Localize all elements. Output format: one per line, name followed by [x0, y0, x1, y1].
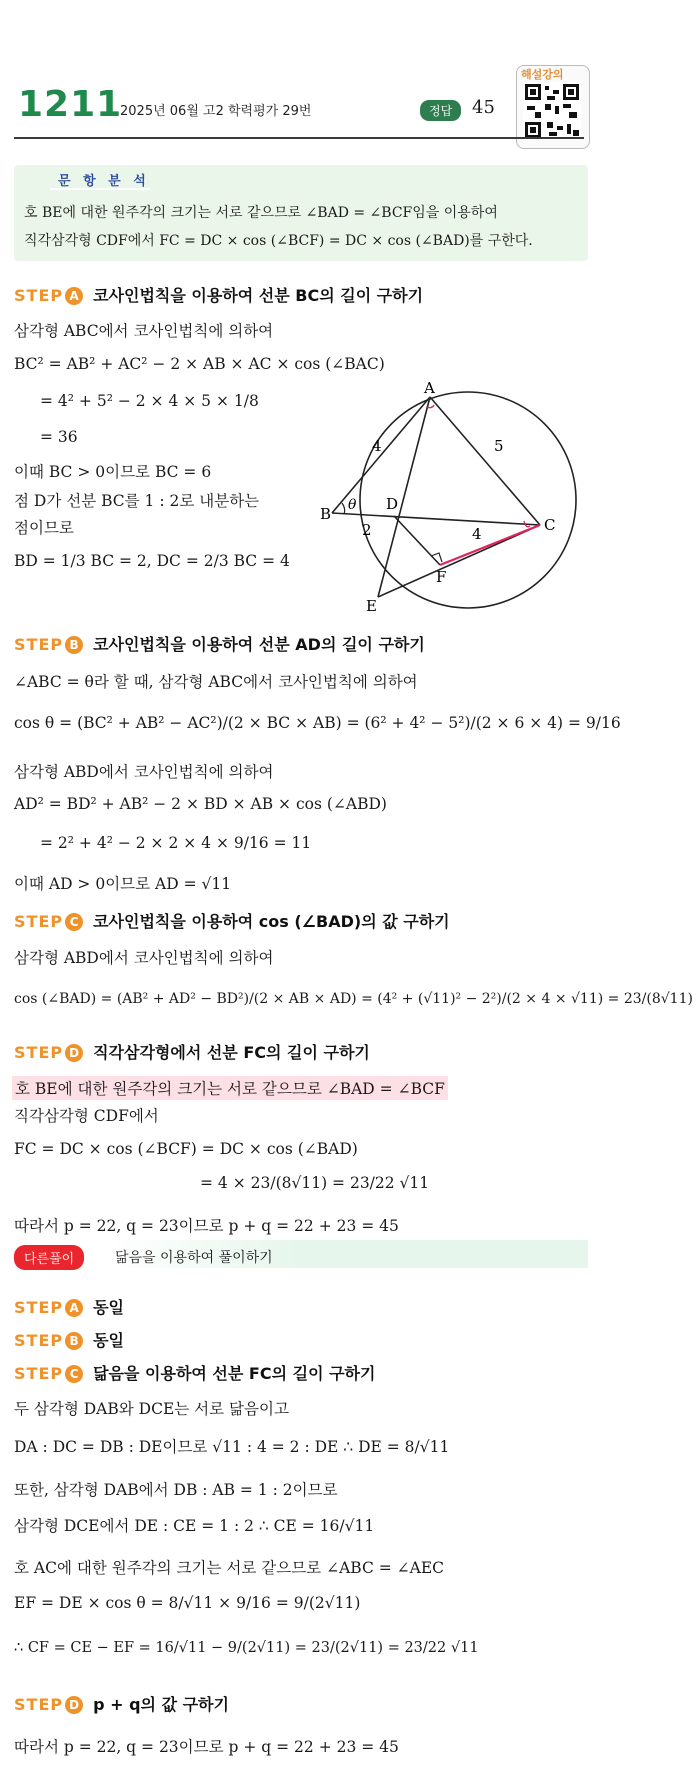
step-d-line-1: 호 BE에 대한 원주각의 크기는 서로 같으므로 ∠BAD = ∠BCF: [12, 1076, 448, 1100]
label-b: B: [320, 505, 332, 523]
qr-code-icon[interactable]: [523, 82, 581, 140]
label-theta: θ: [348, 497, 357, 513]
answer-badge: 정답: [420, 100, 461, 121]
step-word: STEP: [14, 635, 64, 654]
step-word: STEP: [14, 1331, 64, 1350]
step-c-line-1: 삼각형 ABD에서 코사인법칙에 의하여: [14, 949, 274, 967]
step-word: STEP: [14, 1695, 64, 1714]
step-a-line-4: = 36: [40, 428, 78, 446]
step-letter-badge: A: [65, 287, 83, 305]
label-e: E: [366, 597, 377, 615]
step-letter-badge: B: [65, 1332, 83, 1350]
step-a-line-5: 이때 BC > 0이므로 BC = 6: [14, 463, 212, 481]
step-word: STEP: [14, 1364, 64, 1383]
alt-step-c-header: [14, 1361, 375, 1384]
problem-number: 1211: [18, 84, 123, 125]
step-b-line-3: 삼각형 ABD에서 코사인법칙에 의하여: [14, 763, 274, 781]
alt-solution-badge: 다른풀이: [14, 1245, 84, 1270]
label-ab-length: 4: [372, 437, 382, 455]
analysis-line-1: 호 BE에 대한 원주각의 크기는 서로 같으므로 ∠BAD = ∠BCF임을 이용하여: [24, 205, 498, 221]
step-a-line-7: 점이므로: [14, 519, 74, 537]
step-letter-badge: C: [65, 1365, 83, 1383]
step-letter-badge: C: [65, 913, 83, 931]
analysis-line-2: 직각삼각형 CDF에서 FC = DC × cos (∠BCF) = DC × cos (∠BAD)를 구한다.: [24, 233, 533, 249]
step-b-line-5: = 2² + 4² − 2 × 2 × 4 × 9/16 = 11: [40, 834, 312, 852]
step-title: 코사인법칙을 이용하여 선분 BC의 길이 구하기: [93, 286, 424, 305]
problem-source: 2025년 06월 고2 학력평가 29번: [120, 104, 312, 119]
label-ac-length: 5: [494, 437, 504, 455]
step-title: 동일: [93, 1298, 125, 1317]
step-title: 닮음을 이용하여 선분 FC의 길이 구하기: [93, 1364, 376, 1383]
analysis-title: 문 항 분 석: [58, 174, 150, 189]
step-letter-badge: B: [65, 636, 83, 654]
label-c: C: [544, 516, 556, 534]
step-d-header: [14, 1040, 370, 1063]
segment-ac: [430, 397, 540, 525]
header-rule: [14, 137, 584, 139]
step-word: STEP: [14, 1298, 64, 1317]
alt-step-c-line-2: DA : DC = DB : DE이므로 √11 : 4 = 2 : DE ∴ DE = 8/√11: [14, 1438, 450, 1456]
step-b-header: [14, 632, 425, 655]
alt-step-c-line-4: 삼각형 DCE에서 DE : CE = 1 : 2 ∴ CE = 16/√11: [14, 1517, 375, 1535]
step-word: STEP: [14, 912, 64, 931]
label-d: D: [386, 495, 399, 513]
step-b-line-6: 이때 AD > 0이므로 AD = √11: [14, 875, 232, 893]
label-bd-length: 2: [362, 521, 372, 539]
alt-step-c-line-5: 호 AC에 대한 원주각의 크기는 서로 같으므로 ∠ABC = ∠AEC: [14, 1559, 444, 1577]
alt-solution-title: 닮음을 이용하여 풀이하기: [115, 1250, 273, 1266]
step-b-line-4: AD² = BD² + AB² − 2 × BD × AB × cos (∠ABD): [14, 795, 387, 813]
step-a-header: [14, 283, 423, 306]
step-word: STEP: [14, 286, 64, 305]
step-d-line-3: FC = DC × cos (∠BCF) = DC × cos (∠BAD): [14, 1140, 358, 1158]
step-d-line-4: = 4 × 23/(8√11) = 23/22 √11: [200, 1174, 430, 1192]
step-letter-badge: A: [65, 1299, 83, 1317]
alt-step-a-header: [14, 1295, 124, 1318]
step-letter-badge: D: [65, 1696, 83, 1714]
step-a-line-8: BD = 1/3 BC = 2, DC = 2/3 BC = 4: [14, 552, 290, 570]
step-title: 코사인법칙을 이용하여 선분 AD의 길이 구하기: [93, 635, 425, 654]
alt-step-c-line-1: 두 삼각형 DAB와 DCE는 서로 닮음이고: [14, 1400, 289, 1418]
step-title: 코사인법칙을 이용하여 cos (∠BAD)의 값 구하기: [93, 912, 450, 931]
alt-step-b-header: [14, 1328, 124, 1351]
step-title: 동일: [93, 1331, 125, 1350]
step-b-line-2: cos θ = (BC² + AB² − AC²)/(2 × BC × AB) = (6² + 4² − 5²)/(2 × 6 × 4) = 9/16: [14, 714, 621, 732]
segment-fc: [440, 525, 540, 565]
alt-step-c-line-6: EF = DE × cos θ = 8/√11 × 9/16 = 9/(2√11): [14, 1594, 361, 1612]
step-c-header: [14, 909, 450, 932]
step-a-line-6: 점 D가 선분 BC를 1 : 2로 내분하는: [14, 492, 260, 510]
step-d-line-5: 따라서 p = 22, q = 23이므로 p + q = 22 + 23 = 45: [14, 1217, 399, 1235]
step-a-line-3: = 4² + 5² − 2 × 4 × 5 × 1/8: [40, 392, 259, 410]
step-letter-badge: D: [65, 1044, 83, 1062]
segment-df: [394, 516, 440, 565]
step-a-line-2: BC² = AB² + AC² − 2 × AB × AC × cos (∠BAC): [14, 355, 385, 373]
label-f: F: [436, 568, 447, 586]
angle-mark-b: [342, 503, 345, 514]
step-c-line-2: cos (∠BAD) = (AB² + AD² − BD²)/(2 × AB × AD) = (4² + (√11)² − 2²)/(2 × 4 × √11) = 23/(8√11): [14, 991, 693, 1007]
step-d-line-2: 직각삼각형 CDF에서: [14, 1107, 159, 1125]
step-title: p + q의 값 구하기: [93, 1695, 229, 1714]
geometry-figure: [320, 379, 608, 615]
alt-step-d-line-1: 따라서 p = 22, q = 23이므로 p + q = 22 + 23 = 45: [14, 1738, 399, 1756]
step-title: 직각삼각형에서 선분 FC의 길이 구하기: [93, 1043, 370, 1062]
step-word: STEP: [14, 1043, 64, 1062]
alt-step-c-line-3: 또한, 삼각형 DAB에서 DB : AB = 1 : 2이므로: [14, 1481, 338, 1499]
label-dc-length: 4: [472, 525, 482, 543]
answer-value: 45: [472, 97, 495, 118]
qr-label: 해설강의: [521, 68, 564, 81]
step-b-line-1: ∠ABC = θ라 할 때, 삼각형 ABC에서 코사인법칙에 의하여: [14, 673, 418, 691]
label-a: A: [424, 379, 435, 397]
step-a-line-1: 삼각형 ABC에서 코사인법칙에 의하여: [14, 322, 274, 340]
alt-step-c-line-7: ∴ CF = CE − EF = 16/√11 − 9/(2√11) = 23/(2√11) = 23/22 √11: [14, 1640, 479, 1656]
alt-step-d-header: [14, 1692, 229, 1715]
